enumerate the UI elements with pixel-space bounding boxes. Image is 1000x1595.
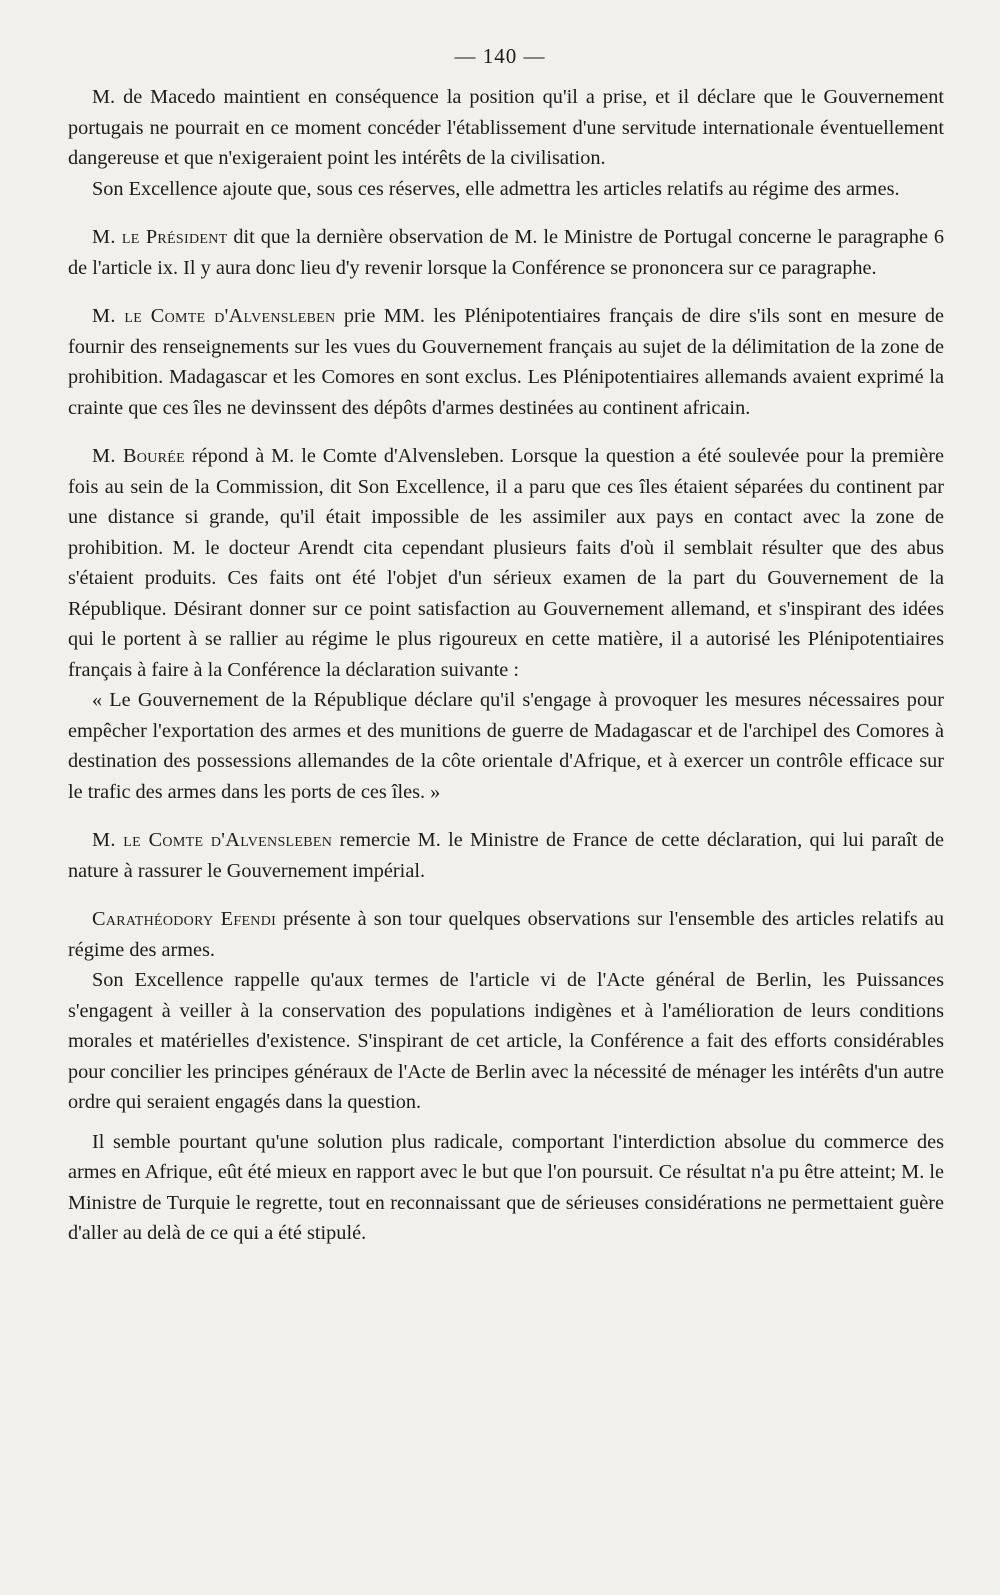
speaker-name: M. le Président — [92, 226, 228, 248]
paragraph-alvensleben-thanks — [68, 825, 944, 886]
paragraph-berlin-act — [68, 965, 944, 1118]
paragraph-bouree — [68, 441, 944, 685]
speaker-name: M. le Comte d'Alvensleben — [92, 829, 333, 851]
paragraph-text: Son Excellence ajoute que, sous ces réserves, elle admettra les articles relatifs au régime des armes. — [92, 177, 900, 200]
speaker-name: M. le Comte d'Alvensleben — [92, 305, 336, 327]
paragraph-text: Il semble pourtant qu'une solution plus radicale, comportant l'interdiction absolue du commerce des armes en Afrique, eût été mieux en rapport avec le but que l'on poursuit. Ce résultat n'a pu être atteint; M. le Ministre de Turquie le regrette, tout en reconnaissant que de sérieuses considérations ne permettaient guère d'aller au delà de ce qui a été stipulé. — [68, 1130, 944, 1244]
paragraph-radical-solution — [68, 1127, 944, 1249]
page-number: — 140 — — [454, 44, 546, 68]
paragraph-text: prie MM. les Plénipotentiaires français de dire s'ils sont en mesure de fournir des renseignements sur les vues du Gouvernement français au sujet de la délimitation de la zone de prohibition. Madagascar et les Comores en sont exclus. Les Plénipotentiaires allemands avaient exprimé la crainte que ces îles ne devinssent des dépôts d'armes destinées au continent africain. — [68, 305, 945, 419]
paragraph-caratheodory — [68, 904, 944, 965]
paragraph-text: Son Excellence rappelle qu'aux termes de l'article vi de l'Acte général de Berlin, les Puissances s'engagent à veiller à la conservation des populations indigènes et à l'amélioration de leurs conditions morales et matérielles d'existence. S'inspirant de cet article, la Conférence a fait des efforts considérables pour concilier les principes généraux de l'Acte de Berlin avec la nécessité de ménager les intérêts d'un autre ordre qui seraient engagés dans la question. — [68, 969, 944, 1113]
paragraph-text: M. de Macedo maintient en conséquence la position qu'il a prise, et il déclare que le Gouvernement portugais ne pourrait en ce moment concéder l'établissement d'une servitude internationale éventuellement dangereuse et que n'exigeraient point les intérêts de la civilisation. — [68, 86, 944, 169]
paragraph-alvensleben-question — [68, 301, 944, 423]
paragraph-text: répond à M. le Comte d'Alvensleben. Lorsque la question a été soulevée pour la première fois au sein de la Commission, dit Son Excellence, il a paru que ces îles étaient séparées du continent par une distance si grande, qu'il était impossible de les assimiler aux pays en contact avec la zone de prohibition. M. le docteur Arendt cita cependant plusieurs faits d'où il semblait résulter que des abus s'étaient produits. Ces faits ont été l'objet d'un sérieux examen de la part du Gouvernement de la République. Désirant donner sur ce point satisfaction au Gouvernement allemand, et s'inspirant des idées qui le portent à se rallier au régime le plus rigoureux en cette matière, il a autorisé les Plénipotentiaires français à faire à la Conférence la déclaration suivante : — [68, 445, 944, 681]
paragraph-text: remercie M. le Ministre de France de cette déclaration, qui lui paraît de nature à rassurer le Gouvernement impérial. — [68, 829, 944, 882]
paragraph-text: dit que la dernière observation de M. le Ministre de Portugal concerne le paragraphe 6 de l'article ix. Il y aura donc lieu d'y revenir lorsque la Conférence se prononcera sur ce paragraphe. — [68, 226, 944, 279]
speaker-name: Carathéodory Efendi — [92, 908, 277, 930]
paragraph-declaration-quote — [68, 685, 944, 807]
paragraph-macedo — [68, 82, 944, 174]
speaker-name: M. Bourée — [92, 445, 185, 467]
document-body — [68, 82, 944, 1258]
paragraph-president — [68, 222, 944, 283]
paragraph-text: « Le Gouvernement de la République déclare qu'il s'engage à provoquer les mesures nécessaires pour empêcher l'exportation des armes et des munitions de guerre de Madagascar et de l'archipel des Comores à destination des possessions allemandes de la côte orientale d'Afrique, et à exercer un contrôle efficace sur le trafic des armes dans les ports de ces îles. » — [68, 689, 944, 803]
paragraph-excellence-reserves — [68, 174, 944, 205]
paragraph-text: présente à son tour quelques observations sur l'ensemble des articles relatifs au régime des armes. — [68, 908, 944, 961]
